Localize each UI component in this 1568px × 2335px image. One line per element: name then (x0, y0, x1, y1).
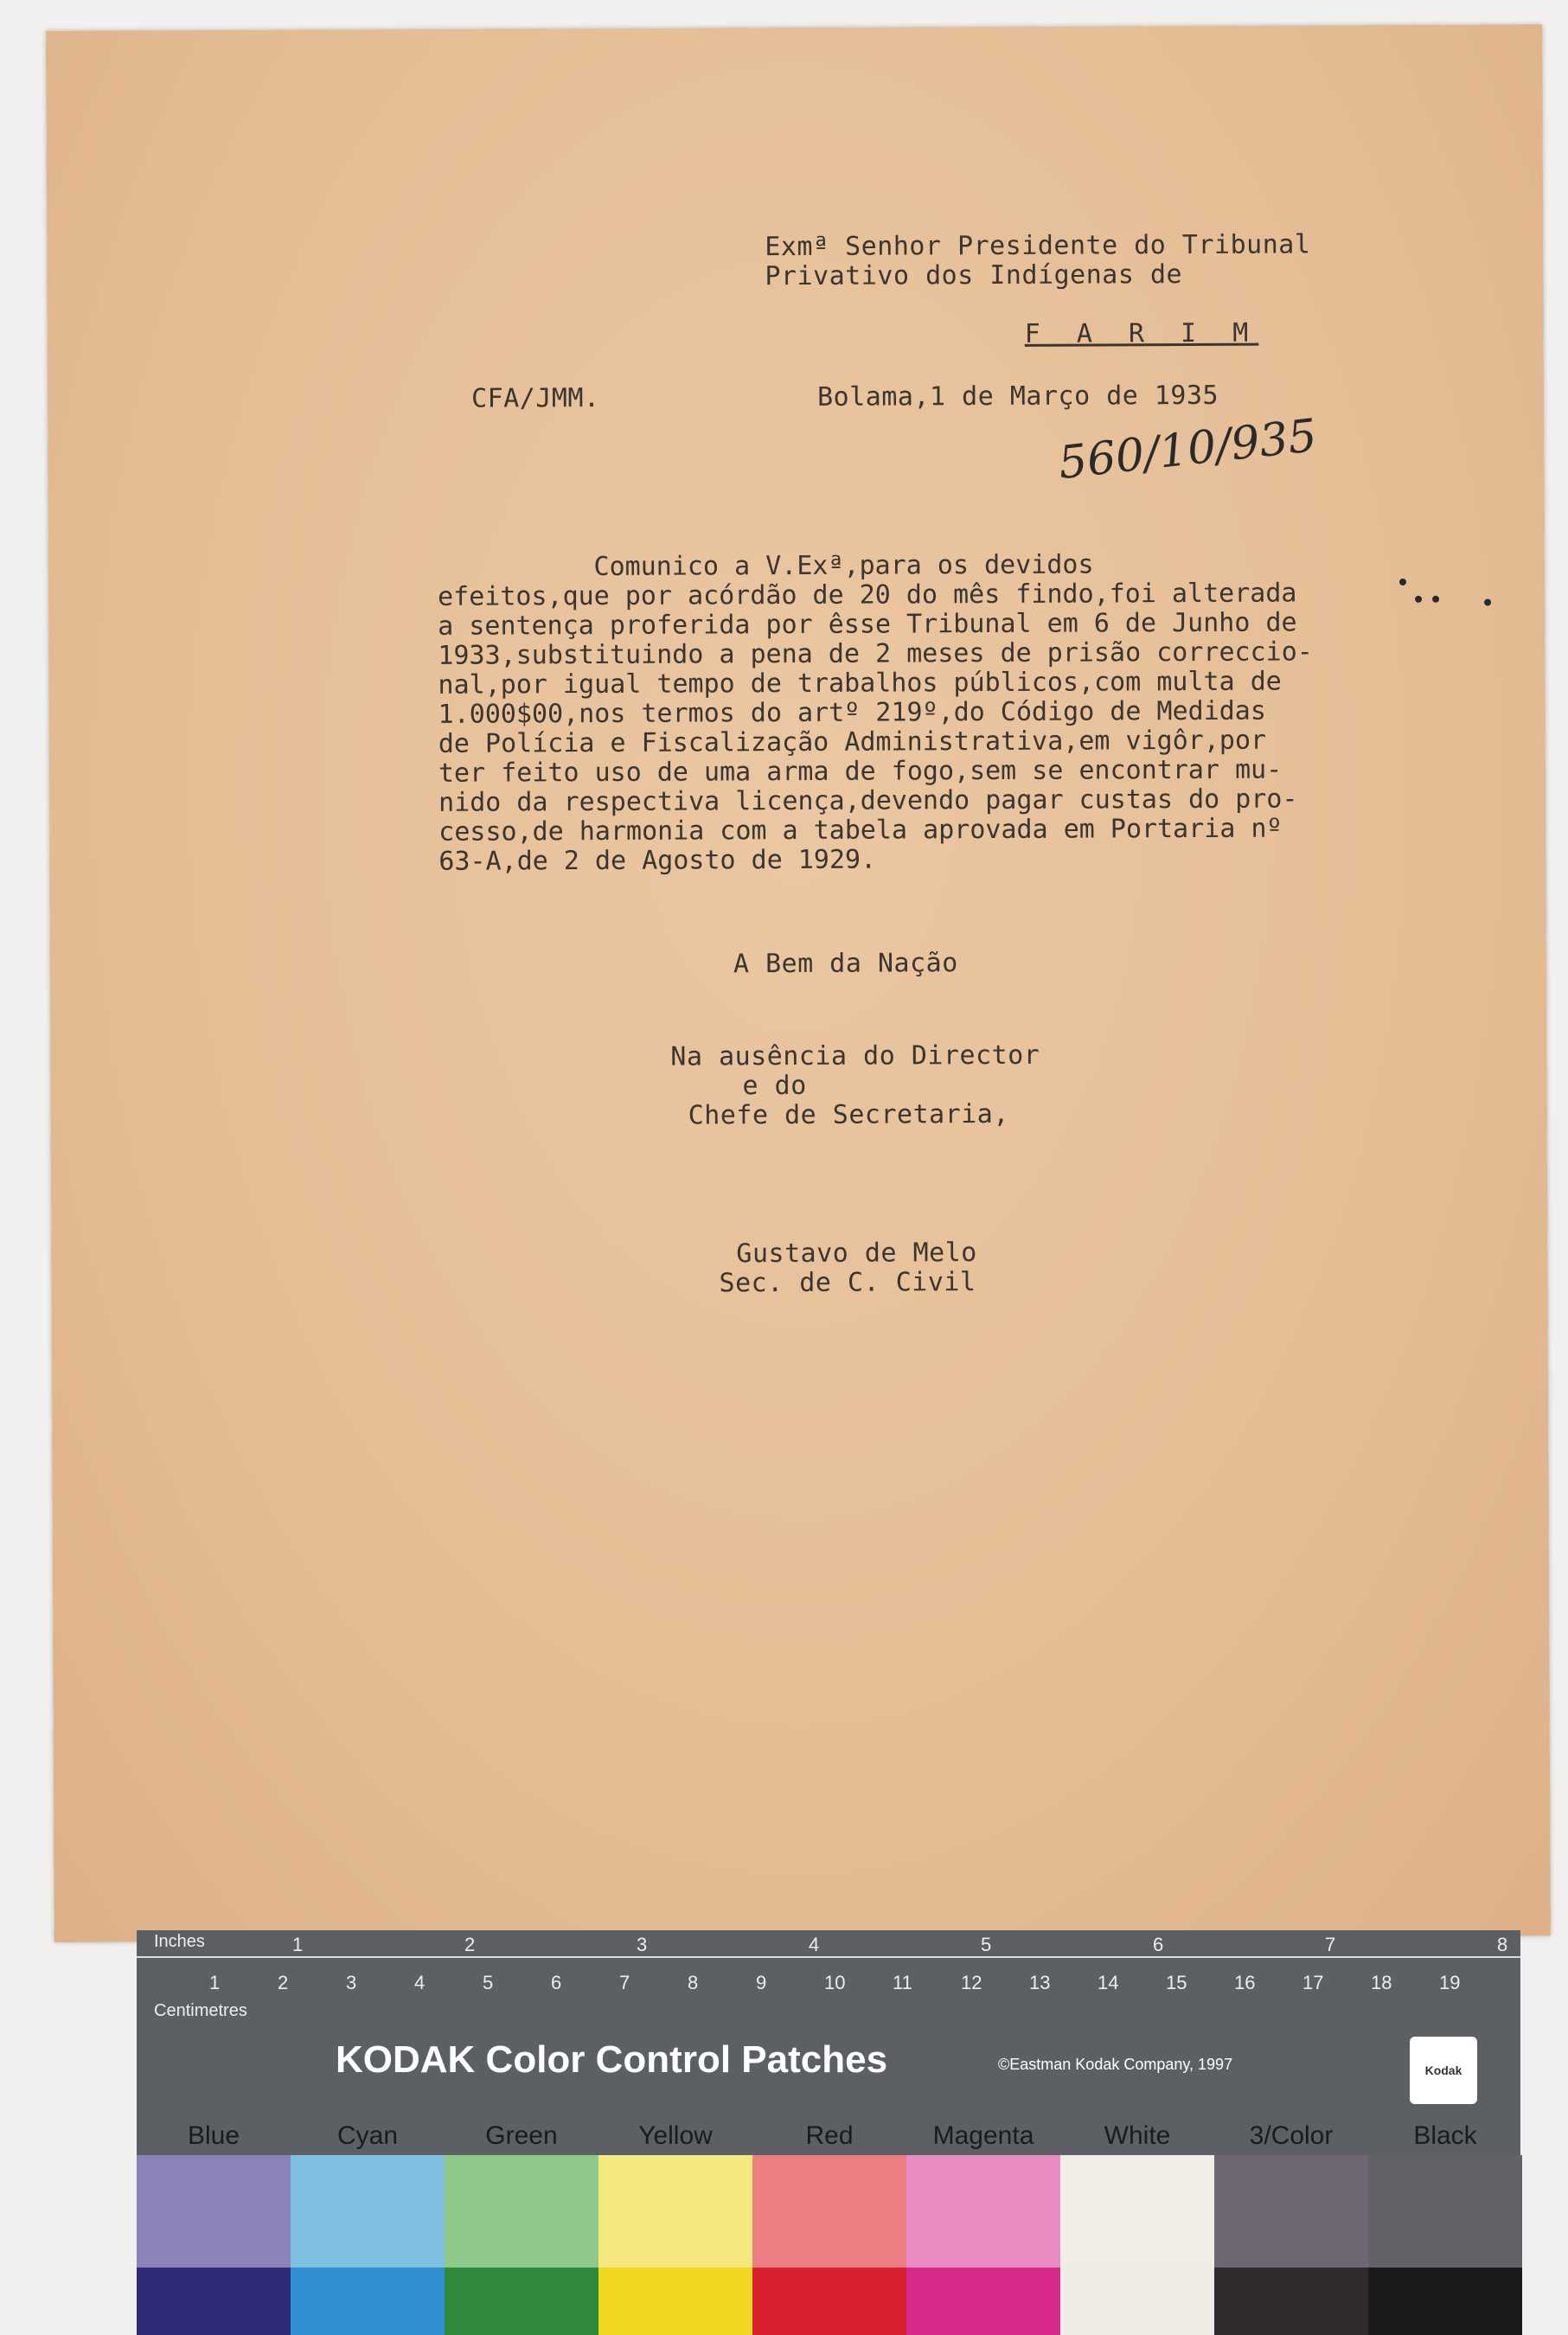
kodak-copyright: ©Eastman Kodak Company, 1997 (998, 2056, 1233, 2073)
ruler (137, 1930, 1520, 2030)
patch-label: Blue (187, 2121, 240, 2150)
ink-dot (1484, 599, 1491, 606)
ruler-line (137, 1956, 1520, 1958)
color-patch-light (291, 2155, 445, 2268)
body-line: efeitos,que por acórdão de 20 do mês findo,foi alterada (437, 578, 1297, 612)
signer-name: Gustavo de Melo (736, 1238, 977, 1270)
cm-number: 11 (893, 1972, 912, 1993)
color-patch-light (1214, 2155, 1368, 2268)
inch-number: 5 (981, 1934, 992, 1955)
cm-number: 3 (346, 1972, 357, 1993)
color-patch-light (1060, 2155, 1214, 2268)
addressee-line-1: Exmª Senhor Presidente do Tribunal (765, 229, 1311, 263)
color-patch-dark (1368, 2268, 1522, 2335)
inch-number: 3 (637, 1934, 648, 1955)
patch-labels (137, 2116, 1520, 2155)
ruler-inches-label: Inches (154, 1932, 205, 1951)
letter-date: Bolama,1 de Março de 1935 (816, 380, 1219, 413)
kodak-logo-icon: Kodak (1410, 2037, 1477, 2104)
cm-number: 16 (1234, 1972, 1256, 1993)
cm-number: 7 (619, 1972, 630, 1993)
place-title: F A R I M (1024, 317, 1259, 349)
addressee-line-2: Privativo dos Indígenas de (765, 259, 1183, 292)
cm-number: 15 (1166, 1972, 1187, 1993)
color-patch-dark (1214, 2268, 1368, 2335)
cm-number: 12 (961, 1972, 982, 1993)
cm-number: 19 (1439, 1972, 1461, 1993)
color-patch-dark (598, 2268, 752, 2335)
absence-line-1: Na ausência do Director (670, 1040, 1040, 1072)
handwritten-number: 560/10/935 (1055, 409, 1320, 490)
cm-number: 17 (1302, 1972, 1324, 1993)
color-patch-light (1368, 2155, 1522, 2268)
patch-label: 3/Color (1249, 2121, 1334, 2150)
color-patch-light (598, 2155, 752, 2268)
color-patch-dark (752, 2268, 906, 2335)
letter-paper (46, 24, 1551, 1942)
body-line: nal,por igual tempo de trabalhos públicos,com multa de (438, 666, 1282, 700)
color-patch-light (752, 2155, 906, 2268)
patch-label: Magenta (932, 2121, 1034, 2150)
body-line: 1933,substituindo a pena de 2 meses de prisão correccio- (438, 637, 1313, 671)
body-line: a sentença proferida por êsse Tribunal em 6 de Junho de (438, 607, 1297, 642)
ink-dot (1399, 579, 1406, 585)
cm-number: 8 (688, 1972, 699, 1993)
body-line: nido da respectiva licença,devendo pagar custas do pro- (438, 784, 1298, 818)
ink-dot (1415, 596, 1422, 603)
kodak-banner (137, 2030, 1520, 2116)
color-patch-dark (1060, 2268, 1214, 2335)
color-patch-light (137, 2155, 291, 2268)
patch-label: Red (805, 2121, 854, 2150)
kodak-color-control-strip (137, 1930, 1520, 2335)
cm-number: 10 (824, 1972, 846, 1993)
color-patch-dark (137, 2268, 291, 2335)
absence-line-2: e do (742, 1070, 807, 1102)
patch-label: Green (485, 2121, 558, 2150)
letter-body (438, 549, 1408, 877)
cm-number: 5 (483, 1972, 494, 1993)
body-line: 63-A,de 2 de Agosto de 1929. (438, 844, 877, 877)
cm-number: 2 (278, 1972, 289, 1993)
inch-number: 2 (464, 1934, 476, 1955)
body-line: de Polícia e Fiscalização Administrativa,em vigôr,por (438, 725, 1267, 759)
signer-title: Sec. de C. Civil (719, 1267, 976, 1299)
patch-label: Cyan (336, 2121, 399, 2150)
cm-number: 9 (756, 1972, 767, 1993)
cm-number: 6 (551, 1972, 562, 1993)
color-patches (137, 2155, 1520, 2335)
color-patch-dark (906, 2268, 1060, 2335)
color-patch-light (445, 2155, 598, 2268)
inch-number: 1 (292, 1934, 304, 1955)
body-line: Comunico a V.Exª,para os devidos (437, 549, 1094, 583)
absence-line-3: Chefe de Secretaria, (688, 1098, 1009, 1131)
body-line: 1.000$00,nos termos do artº 219º,do Código de Medidas (438, 695, 1266, 730)
patch-label: Black (1413, 2121, 1477, 2150)
closing-line: A Bem da Nação (733, 948, 958, 980)
body-line: ter feito uso de uma arma de fogo,sem se encontrar mu- (438, 754, 1283, 789)
cm-number: 1 (209, 1972, 221, 1993)
color-patch-dark (445, 2268, 598, 2335)
inch-number: 4 (809, 1934, 820, 1955)
color-patch-light (906, 2155, 1060, 2268)
patch-label: White (1104, 2121, 1171, 2150)
inch-number: 7 (1325, 1934, 1336, 1955)
cm-number: 18 (1371, 1972, 1392, 1993)
cm-number: 14 (1098, 1972, 1119, 1993)
kodak-title: KODAK Color Control Patches (336, 2038, 888, 2081)
color-patch-dark (291, 2268, 445, 2335)
cm-number: 4 (414, 1972, 426, 1993)
reference-code: CFA/JMM. (470, 382, 600, 414)
body-line: cesso,de harmonia com a tabela aprovada em Portaria nº (438, 813, 1283, 848)
inch-number: 6 (1153, 1934, 1164, 1955)
cm-number: 13 (1029, 1972, 1051, 1993)
ruler-cm-label: Centimetres (154, 2001, 247, 2020)
ink-dot (1432, 596, 1439, 603)
inch-number: 8 (1497, 1934, 1508, 1955)
patch-label: Yellow (638, 2121, 713, 2150)
